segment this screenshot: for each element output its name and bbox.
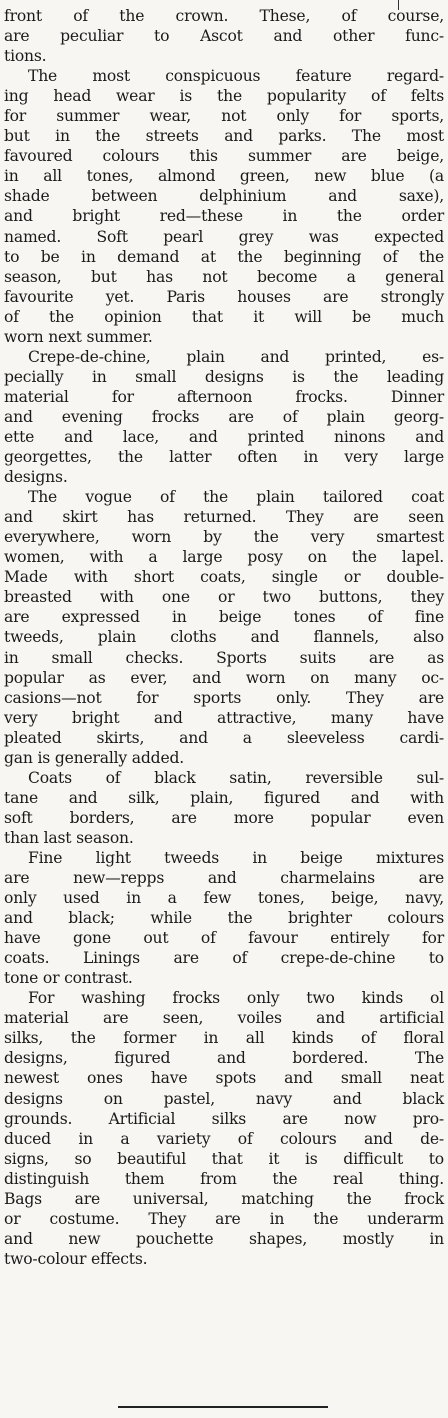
text-line: named. Soft pearl grey was expected: [4, 227, 444, 246]
paragraph: [4, 848, 444, 988]
text-line: than last season.: [4, 828, 134, 847]
text-line: Bags are universal, matching the frock: [4, 1189, 444, 1208]
text-line: ette and lace, and printed ninons and: [4, 427, 444, 446]
text-line: tane and silk, plain, figured and with: [4, 788, 444, 807]
text-line: casions—not for sports only. They are: [4, 688, 444, 707]
text-line: signs, so beautiful that it is difficult to: [4, 1149, 444, 1168]
paragraph: [4, 988, 444, 1269]
text-line: pleated skirts, and a sleeveless cardi-: [4, 728, 444, 747]
text-line: tone or contrast.: [4, 969, 133, 988]
text-line: for summer wear, not only for sports,: [4, 107, 444, 126]
text-line: are peculiar to Ascot and other func-: [4, 27, 444, 46]
text-line: The most conspicuous feature regard-: [28, 67, 444, 86]
text-line: designs.: [4, 468, 68, 487]
text-line: tions.: [4, 47, 47, 66]
text-line: and bright red—these in the order: [4, 207, 444, 226]
text-line: two-colour effects.: [4, 1249, 148, 1268]
text-line: but in the streets and parks. The most: [4, 127, 444, 146]
text-line: Crepe-de-chine, plain and printed, es-: [28, 347, 444, 366]
text-line: favourite yet. Paris houses are strongly: [4, 287, 444, 306]
text-line: everywhere, worn by the very smartest: [4, 528, 444, 547]
text-line: For washing frocks only two kinds ol: [28, 989, 444, 1008]
text-line: to be in demand at the beginning of the: [4, 247, 444, 266]
text-line: shade between delphinium and saxe),: [4, 187, 444, 206]
end-rule: [118, 1406, 328, 1408]
text-line: only used in a few tones, beige, navy,: [4, 889, 444, 908]
text-line: duced in a variety of colours and de-: [4, 1129, 444, 1148]
text-line: The vogue of the plain tailored coat: [28, 488, 444, 507]
paragraph: [4, 66, 444, 347]
text-line: front of the crown. These, of course,: [4, 7, 444, 25]
text-line: tweeds, plain cloths and flannels, also: [4, 628, 444, 647]
text-line: and evening frocks are of plain georg-: [4, 407, 444, 426]
paragraph: [4, 6, 444, 66]
text-line: and skirt has returned. They are seen: [4, 508, 444, 527]
text-line: gan is generally added.: [4, 748, 185, 767]
text-line: material for afternoon frocks. Dinner: [4, 387, 444, 406]
text-line: Coats of black satin, reversible sul-: [28, 768, 444, 787]
paragraph: [4, 487, 444, 768]
text-line: breasted with one or two buttons, they: [4, 588, 444, 607]
text-line: material are seen, voiles and artificial: [4, 1009, 444, 1028]
text-line: have gone out of favour entirely for: [4, 929, 444, 948]
text-line: in small checks. Sports suits are as: [4, 648, 444, 667]
text-line: favoured colours this summer are beige,: [4, 147, 444, 166]
text-line: designs, figured and bordered. The: [4, 1049, 444, 1068]
text-line: and new pouchette shapes, mostly in: [4, 1229, 444, 1248]
text-line: silks, the former in all kinds of floral: [4, 1029, 444, 1048]
text-line: season, but has not become a general: [4, 267, 444, 286]
text-line: are expressed in beige tones of fine: [4, 608, 444, 627]
text-line: coats. Linings are of crepe-de-chine to: [4, 949, 444, 968]
text-line: women, with a large posy on the lapel.: [4, 548, 444, 567]
text-line: or costume. They are in the underarm: [4, 1209, 444, 1228]
text-line: newest ones have spots and small neat: [4, 1069, 444, 1088]
text-line: are new—repps and charmelains are: [4, 869, 444, 888]
text-line: Made with short coats, single or double-: [4, 568, 444, 587]
paragraph: [4, 347, 444, 487]
text-line: georgettes, the latter often in very large: [4, 448, 444, 467]
text-line: pecially in small designs is the leading: [4, 367, 444, 386]
text-line: soft borders, are more popular even: [4, 808, 444, 827]
text-line: designs on pastel, navy and black: [4, 1089, 444, 1108]
text-line: distinguish them from the real thing.: [4, 1169, 444, 1188]
article-body: [4, 6, 444, 1269]
text-line: and black; while the brighter colours: [4, 909, 444, 928]
text-line: Fine light tweeds in beige mixtures: [28, 848, 444, 867]
text-line: in all tones, almond green, new blue (a: [4, 167, 444, 186]
text-line: worn next summer.: [4, 327, 153, 346]
text-line: of the opinion that it will be much: [4, 307, 444, 326]
text-line: popular as ever, and worn on many oc-: [4, 668, 444, 687]
text-line: very bright and attractive, many have: [4, 708, 444, 727]
paragraph: [4, 768, 444, 848]
text-line: ing head wear is the popularity of felts: [4, 87, 444, 106]
text-line: grounds. Artificial silks are now pro-: [4, 1109, 444, 1128]
